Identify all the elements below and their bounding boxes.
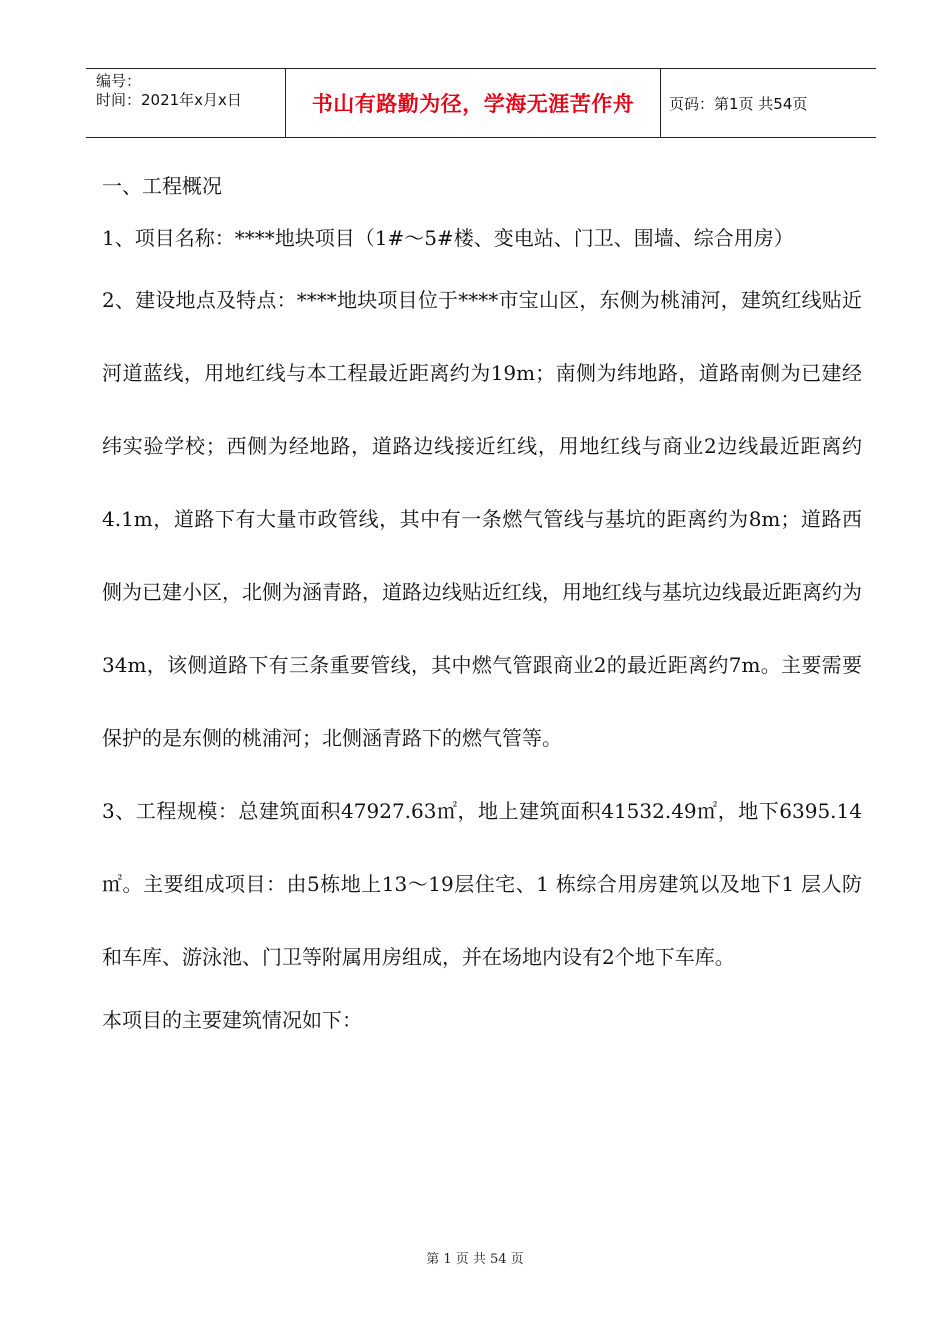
closing-line: 本项目的主要建筑情况如下： [102, 1008, 362, 1032]
header-page-info: 页码：第1页 共54页 [669, 94, 808, 113]
page-header [86, 68, 876, 138]
project-name-item: 1、项目名称：****地块项目（1#～5#楼、变电站、门卫、围墙、综合用房） [102, 226, 794, 250]
header-motto: 书山有路勤为径，学海无涯苦作舟 [286, 69, 661, 137]
section-title: 一、工程概况 [102, 174, 222, 198]
project-scale-paragraph: 3、工程规模：总建筑面积47927.63㎡，地上建筑面积41532.49㎡，地下6395.14㎡。主要组成项目：由5栋地上13～19层住宅、1 栋综合用房建筑以及地下1 层人防和车库、游泳池、门卫等附属用房组成，并在场地内设有2个地下车库。 [102, 799, 862, 969]
page-footer: 第 1 页 共 54 页 [426, 1252, 524, 1267]
document-body [102, 160, 862, 1046]
time-text: 时间：2021年x月x日 [96, 91, 242, 109]
header-meta [86, 69, 286, 137]
code-label: 编号： [96, 72, 142, 90]
site-description-paragraph: 2、建设地点及特点：****地块项目位于****市宝山区，东侧为桃浦河，建筑红线贴近河道蓝线，用地红线与本工程最近距离约为19m；南侧为纬地路，道路南侧为已建经纬实验学校；西侧为经地路，道路边线接近红线，用地红线与商业2边线最近距离约4.1m，道路下有大量市政管线，其中有一条燃气管线与基坑的距离约为8m；道路西侧为已建小区，北侧为涵青路，道路边线贴近红线，用地红线与基坑边线最近距离约为34m，该侧道路下有三条重要管线，其中燃气管跟商业2的最近距离约7m。主要需要保护的是东侧的桃浦河；北侧涵青路下的燃气管等。 [102, 288, 862, 750]
